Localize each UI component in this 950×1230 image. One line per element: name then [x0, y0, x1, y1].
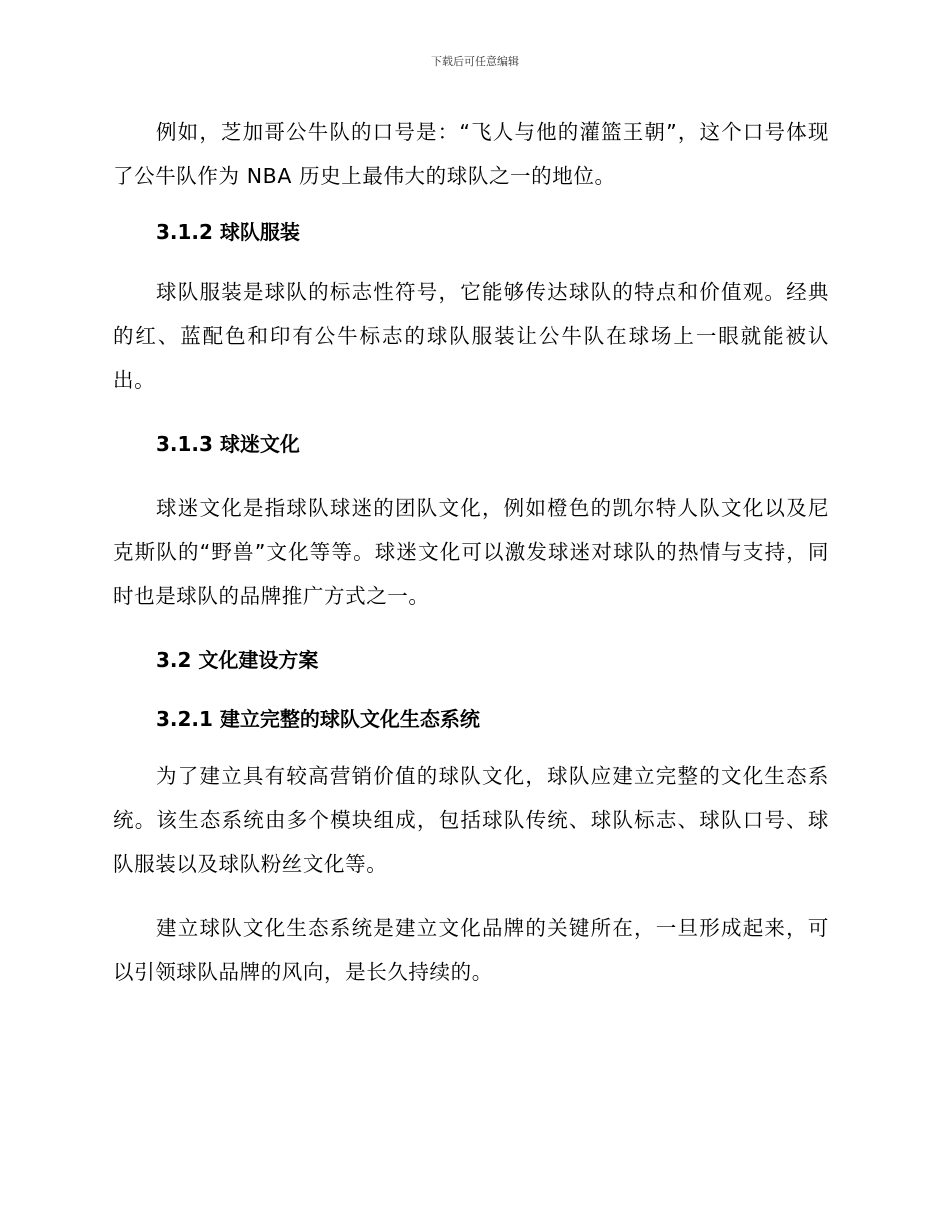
page-header-note: 下载后可任意编辑 — [431, 55, 519, 68]
section-heading-culture-plan: 3.2 文化建设方案 — [156, 648, 319, 672]
paragraph-fan-culture: 球迷文化是指球队球迷的团队文化，例如橙色的凯尔特人队文化以及尼克斯队的“野兽”文化等等。球迷文化可以激发球迷对球队的热情与支持，同时也是球队的品牌推广方式之一。 — [113, 496, 829, 608]
paragraph-slogan: 例如，芝加哥公牛队的口号是：“飞人与他的灌篮王朝”，这个口号体现了公牛队作为 NBA 历史上最伟大的球队之一的地位。 — [113, 120, 829, 188]
paragraph-team-uniform: 球队服装是球队的标志性符号，它能够传达球队的特点和价值观。经典的红、蓝配色和印有公牛标志的球队服装让公牛队在球场上一眼就能被认出。 — [113, 280, 829, 392]
paragraph-culture-ecosystem: 为了建立具有较高营销价值的球队文化，球队应建立完整的文化生态系统。该生态系统由多个模块组成，包括球队传统、球队标志、球队口号、球队服装以及球队粉丝文化等。 — [113, 764, 829, 876]
document-body — [113, 110, 829, 1014]
section-heading-team-uniform: 3.1.2 球队服装 — [156, 220, 300, 244]
paragraph-culture-brand: 建立球队文化生态系统是建立文化品牌的关键所在，一旦形成起来，可以引领球队品牌的风向，是长久持续的。 — [113, 916, 829, 984]
section-heading-fan-culture: 3.1.3 球迷文化 — [156, 432, 300, 456]
section-heading-culture-ecosystem: 3.2.1 建立完整的球队文化生态系统 — [156, 707, 480, 731]
